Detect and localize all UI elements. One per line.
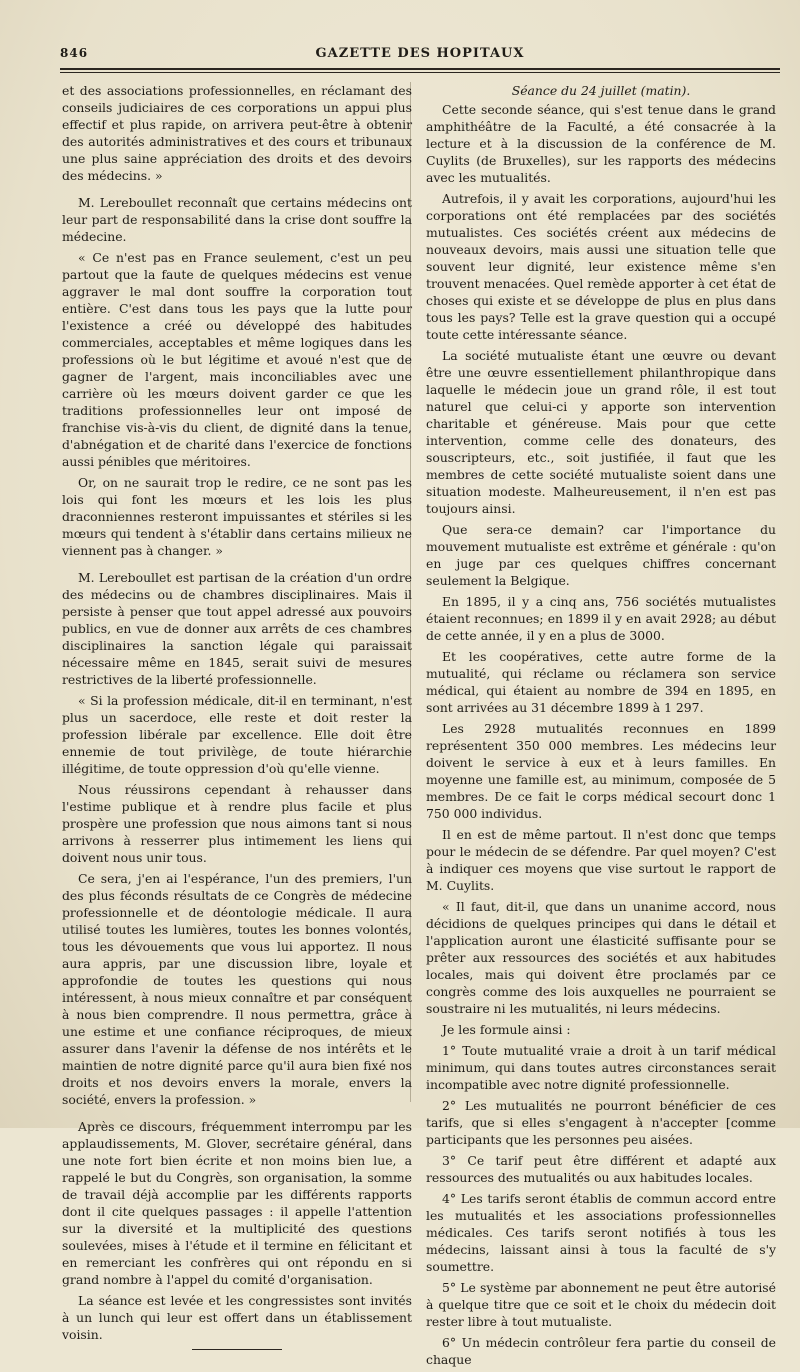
paragraph: Et les coopératives, cette autre forme de la mutualité, qui réclame ou réclamera son service médical, qui étaient au nombre de 394 en 1895, en sont arrivées au 31 décembre 1899 à 1 297.	[426, 649, 776, 715]
paragraph: Après ce discours, fréquemment interrompu par les applaudissements, M. Glover, secrétaire général, dans une note fort bien écrite et non moins bien lue, a rappelé le but du Congrès, son organisation, la somme de travail déjà accomplie par les différents rapports dont il cite quelques passages : il appelle l'attention sur la diversité et la multiplicité des questions soulevées, mises à l'étude et il termine en félicitant et en remerciant les confrères qui ont répondu en si grand nombre à l'appel du comité d'organisation.	[62, 1119, 412, 1287]
paragraph: Autrefois, il y avait les corporations, aujourd'hui les corporations ont été remplacées par des sociétés mutualistes. Ces sociétés créent aux médecins de nouveaux devoirs, mais aussi une situation telle que souvent leur dignité, leur existence même s'en trouvent menacées. Quel remède apporter à cet état de choses qui existe et se développe de plus en plus dans tous les pays? Telle est la grave question qui a occupé toute cette intéressante séance.	[426, 191, 776, 342]
section-end-rule	[192, 1349, 282, 1350]
paragraph: Ce sera, j'en ai l'espérance, l'un des premiers, l'un des plus féconds résultats de ce Congrès de médecine professionnelle et de déontologie médicale. Il aura utilisé toutes les lumières, toutes les bonnes volontés, tous les dévouements que vous lui apportez. Il nous aura appris, par une discussion libre, loyale et approfondie de toutes les questions qui nous intéressent, à nous mieux connaître et par conséquent à nous bien comprendre. Il nous permettra, grâce à une estime et une confiance réciproques, de mieux assurer dans l'avenir la défense de nos intérêts et le maintien de notre dignité parce qu'il aura bien fixé nos droits et nos devoirs envers la morale, envers la société, envers la profession. »	[62, 871, 412, 1107]
right-column	[426, 82, 776, 1372]
left-column	[62, 82, 412, 1350]
paragraph: « Il faut, dit-il, que dans un unanime accord, nous décidions de quelques principes qui dans le détail et l'application auront une élasticité suffisante pour se prêter aux ressources des sociétés et aux habitudes locales, mais qui doivent être proclamés par ce congrès comme des lois auxquelles ne pourraient se soustraire ni les mutualités, ni leurs médecins.	[426, 899, 776, 1016]
paragraph: 3° Ce tarif peut être différent et adapté aux ressources des mutualités ou aux habitudes locales.	[426, 1153, 776, 1185]
paragraph: La société mutualiste étant une œuvre ou devant être une œuvre essentiellement philanthropique dans laquelle le médecin joue un grand rôle, il est tout naturel que celui-ci y apporte son intervention charitable et généreuse. Mais pour que cette intervention, comme celle des donateurs, des souscripteurs, etc., soit justifiée, il faut que les membres de cette société mutualiste soient dans une situation modeste. Malheureusement, il n'en est pas toujours ainsi.	[426, 348, 776, 516]
paragraph: Or, on ne saurait trop le redire, ce ne sont pas les lois qui font les mœurs et les lois les plus draconniennes resteront impuissantes et stériles si les mœurs qui tendent à s'établir dans certains milieux ne viennent pas à changer. »	[62, 475, 412, 558]
session-title: Séance du 24 juillet (matin).	[511, 83, 691, 98]
paragraph: 1° Toute mutualité vraie a droit à un tarif médical minimum, qui dans toutes autres circonstances serait incompatible avec notre dignité professionnelle.	[426, 1043, 776, 1092]
paragraph: M. Lereboullet reconnaît que certains médecins ont leur part de responsabilité dans la crise dont souffre la médecine.	[62, 195, 412, 244]
paragraph: Il en est de même partout. Il n'est donc que temps pour le médecin de se défendre. Par quel moyen? C'est à indiquer ces moyens que vise surtout le rapport de M. Cuylits.	[426, 827, 776, 893]
page-header	[60, 40, 780, 64]
paragraph: « Si la profession médicale, dit-il en terminant, n'est plus un sacerdoce, elle reste et doit rester la profession libérale par excellence. Elle doit être ennemie de tout privilège, de toute hiérarchie illégitime, de toute oppression d'où qu'elle vienne.	[62, 693, 412, 776]
header-rule-thin	[60, 72, 780, 73]
paragraph: Nous réussirons cependant à rehausser dans l'estime publique et à rendre plus facile et plus prospère une profession que nous aimons tant si nous arrivons à resserrer plus intimement les liens qui doivent nous unir tous.	[62, 782, 412, 865]
paragraph: Je les formule ainsi :	[442, 1022, 571, 1037]
paragraph: 2° Les mutualités ne pourront bénéficier de ces tarifs, que si elles s'engagent à n'accepter [comme participants que les personnes peu aisées.	[426, 1098, 776, 1147]
running-title: GAZETTE DES HOPITAUX	[315, 46, 525, 61]
header-rule-thick	[60, 68, 780, 70]
paragraph: La séance est levée et les congressistes sont invités à un lunch qui leur est offert dans un établissement voisin.	[62, 1293, 412, 1342]
paragraph: 5° Le système par abonnement ne peut être autorisé à quelque titre que ce soit et le choix du médecin doit rester libre à tout mutualiste.	[426, 1280, 776, 1329]
paragraph: 6° Un médecin contrôleur fera partie du conseil de chaque	[426, 1335, 776, 1367]
paragraph: Que sera-ce demain? car l'importance du mouvement mutualiste est extrême et générale : qu'on en juge par ces quelques chiffres concernant seulement la Belgique.	[426, 522, 776, 588]
paragraph: et des associations professionnelles, en réclamant des conseils judiciaires de ces corporations un appui plus effectif et plus rapide, on arrivera peut-être à obtenir des autorités administratives et des cours et tribunaux une plus saine appréciation des droits et des devoirs des médecins. »	[62, 83, 412, 183]
paragraph: En 1895, il y a cinq ans, 756 sociétés mutualistes étaient reconnues; en 1899 il y en avait 2928; au début de cette année, il y en a plus de 3000.	[426, 594, 776, 643]
page-number: 846	[60, 46, 89, 60]
paragraph: 4° Les tarifs seront établis de commun accord entre les mutualités et les associations professionnelles médicales. Ces tarifs seront notifiés à tous les médecins, laissant ainsi à tous la faculté de s'y soumettre.	[426, 1191, 776, 1274]
paragraph: « Ce n'est pas en France seulement, c'est un peu partout que la faute de quelques médecins est venue aggraver le mal dont souffre la corporation tout entière. C'est dans tous les pays que la lutte pour l'existence a créé ou développé des habitudes commerciales, acceptables et même logiques dans les professions où le but légitime et avoué n'est que de gagner de l'argent, mais inconciliables avec une carrière où les mœurs doivent garder ce que les traditions professionnelles leur ont imposé de franchise vis-à-vis du client, de dignité dans la tenue, d'abnégation et de charité dans l'exercice de fonctions aussi pénibles que méritoires.	[62, 250, 412, 469]
paragraph: M. Lereboullet est partisan de la création d'un ordre des médecins ou de chambres disciplinaires. Mais il persiste à penser que tout appel adressé aux pouvoirs publics, en vue de donner aux arrêts de ces chambres disciplinaires la sanction légale qui paraissait nécessaire même en 1845, serait suivi de mesures restrictives de la liberté professionnelle.	[62, 570, 412, 687]
paragraph: Cette seconde séance, qui s'est tenue dans le grand amphithéâtre de la Faculté, a été consacrée à la lecture et à la discussion de la conférence de M. Cuylits (de Bruxelles), sur les rapports des médecins avec les mutualités.	[426, 102, 776, 185]
paragraph: Les 2928 mutualités reconnues en 1899 représentent 350 000 membres. Les médecins leur doivent le service à eux et à leurs familles. En moyenne une famille est, au minimum, composée de 5 membres. De ce fait le corps médical secourt donc 1 750 000 individus.	[426, 721, 776, 821]
